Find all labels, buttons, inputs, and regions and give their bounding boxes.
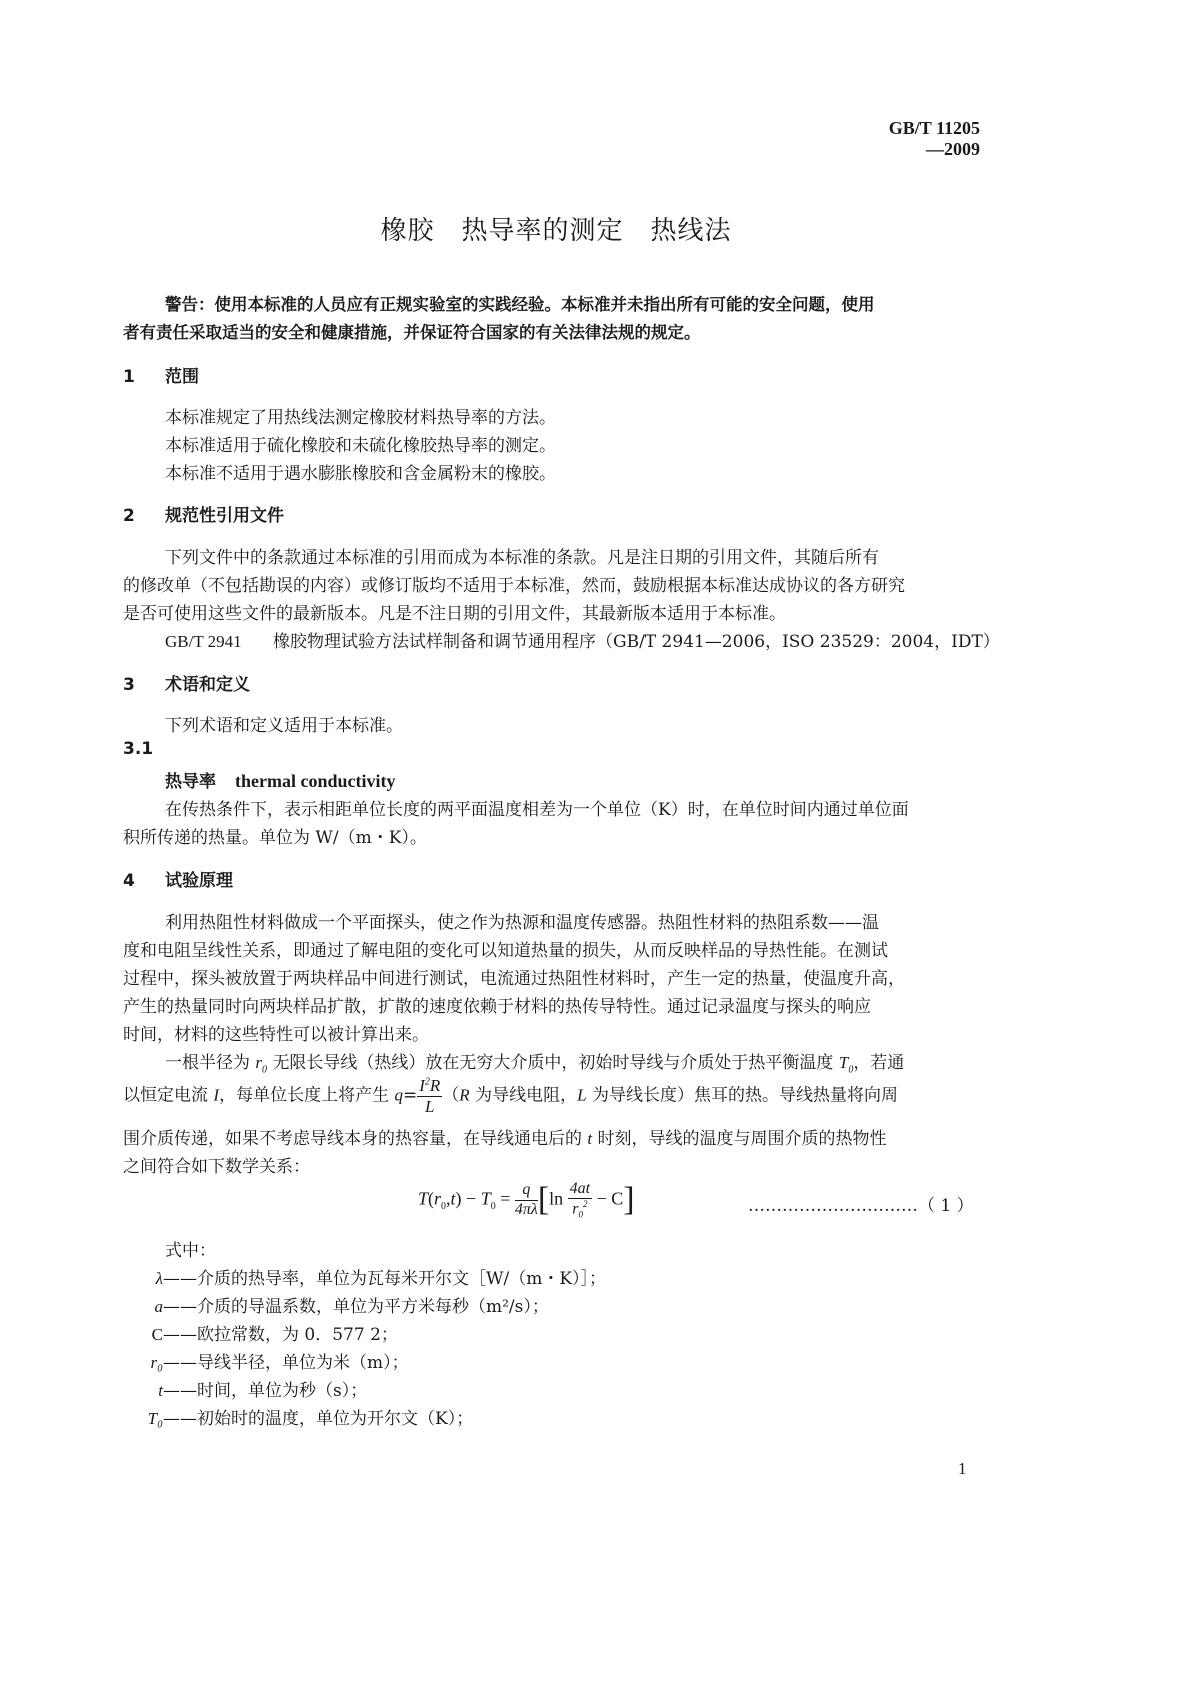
paragraph-line: 的修改单（不包括勘误的内容）或修订版均不适用于本标准，然而，鼓励根据本标准达成协议的各方研究 bbox=[123, 576, 905, 596]
paragraph-line: 下列术语和定义适用于本标准。 bbox=[165, 716, 403, 736]
symbol-definition: a——介质的导温系数，单位为平方米每秒（m²/s）； bbox=[154, 1297, 549, 1317]
page-title: 橡胶 热导率的测定 热线法 bbox=[380, 216, 732, 246]
paragraph-line: 一根半径为 $r_0$ 无限长导线（热线）放在无穷大介质中，初始时导线与介质处于热平衡温度 $T_0$，若通 bbox=[165, 1053, 905, 1076]
section-title: 范围 bbox=[165, 367, 199, 387]
warning-line-2: 者有责任采取适当的安全和健康措施，并保证符合国家的有关法律法规的规定。 bbox=[123, 323, 701, 342]
symbol-definition: r₀——导线半径，单位为米（m）； bbox=[150, 1353, 409, 1373]
paragraph-line: 度和电阻呈线性关系，即通过了解电阻的变化可以知道热量的损失，从而反映样品的导热性能。在测试 bbox=[123, 941, 888, 961]
reference-title: 橡胶物理试验方法试样制备和调节通用程序（GB/T 2941—2006，ISO 23529：2004，IDT） bbox=[273, 632, 1000, 652]
section-1-heading bbox=[123, 362, 199, 387]
paragraph-line: 围介质传递，如果不考虑导线本身的热容量，在导线通电后的 t 时刻，导线的温度与周围介质的热物性 bbox=[123, 1129, 887, 1149]
reference-code: GB/T 2941 bbox=[165, 632, 242, 651]
section-4-heading bbox=[123, 866, 233, 891]
symbol-definition: t——时间，单位为秒（s）； bbox=[158, 1381, 368, 1401]
section-number: 3 bbox=[123, 675, 135, 695]
equation-number: …………………………（ 1 ） bbox=[748, 1196, 974, 1216]
symbol-definition: C——欧拉常数，为 0．577 2； bbox=[151, 1325, 398, 1345]
paragraph-line: 本标准规定了用热线法测定橡胶材料热导率的方法。 bbox=[165, 408, 556, 428]
section-title: 术语和定义 bbox=[165, 675, 250, 695]
heat-fraction: $\frac{I^2R}{L}$ bbox=[419, 1076, 441, 1116]
where-label: 式中： bbox=[165, 1241, 216, 1261]
paragraph-line: 利用热阻性材料做成一个平面探头，使之作为热源和温度传感器。热阻性材料的热阻系数——温 bbox=[165, 913, 879, 933]
paragraph-line: 时间，材料的这些特性可以被计算出来。 bbox=[123, 1025, 429, 1045]
paragraph-line: 本标准不适用于遇水膨胀橡胶和含金属粉末的橡胶。 bbox=[165, 464, 556, 484]
page-number: 1 bbox=[958, 1459, 967, 1478]
section-2-heading bbox=[123, 501, 284, 526]
symbol-T0: $T_0$ bbox=[838, 1053, 854, 1076]
term-chinese: 热导率 bbox=[165, 772, 216, 792]
subclause-number: 3.1 bbox=[123, 739, 154, 759]
paragraph-line: 之间符合如下数学关系： bbox=[123, 1157, 310, 1177]
warning-line-1: 警告：使用本标准的人员应有正规实验室的实践经验。本标准并未指出所有可能的安全问题，使用 bbox=[165, 295, 875, 314]
section-number: 2 bbox=[123, 506, 135, 526]
symbol-definition: λ——介质的热导率，单位为瓦每米开尔文［W/（m・K）］； bbox=[155, 1269, 607, 1289]
paragraph-line: 本标准适用于硫化橡胶和未硫化橡胶热导率的测定。 bbox=[165, 436, 556, 456]
term-english: thermal conductivity bbox=[235, 771, 396, 791]
symbol-definition: T₀——初始时的温度，单位为开尔文（K）； bbox=[147, 1409, 474, 1429]
section-number: 4 bbox=[123, 871, 135, 891]
normative-reference bbox=[165, 627, 1000, 652]
section-3-heading bbox=[123, 670, 250, 695]
paragraph-line: 下列文件中的条款通过本标准的引用而成为本标准的条款。凡是注日期的引用文件，其随后所有 bbox=[165, 548, 879, 568]
section-title: 规范性引用文件 bbox=[165, 506, 284, 526]
standard-code: GB/T 11205—2009 bbox=[888, 118, 980, 159]
definition-line: 积所传递的热量。单位为 W/（m・K）。 bbox=[123, 828, 427, 848]
term-entry bbox=[165, 767, 395, 792]
section-number: 1 bbox=[123, 367, 135, 387]
equation-1: $T(r_0,t) - T_0$ = $\frac{q}{4\pi\lambda}$ [ln $\frac{4at}{r_0^2}$ − C] bbox=[418, 1180, 635, 1220]
paragraph-line-with-formula: 以恒定电流 I，每单位长度上将产生 q= $\frac{I^2R}{L}$ （R 为导线电阻，L 为导线长度）焦耳的热。导线热量将向周 bbox=[123, 1076, 898, 1116]
paragraph-line: 是否可使用这些文件的最新版本。凡是不注日期的引用文件，其最新版本适用于本标准。 bbox=[123, 604, 786, 624]
paragraph-line: 产生的热量同时向两块样品扩散，扩散的速度依赖于材料的热传导特性。通过记录温度与探头的响应 bbox=[123, 997, 871, 1017]
section-title: 试验原理 bbox=[165, 871, 233, 891]
symbol-r0: $r_0$ bbox=[255, 1053, 268, 1076]
definition-line: 在传热条件下，表示相距单位长度的两平面温度相差为一个单位（K）时，在单位时间内通过单位面 bbox=[165, 800, 909, 820]
paragraph-line: 过程中，探头被放置于两块样品中间进行测试，电流通过热阻性材料时，产生一定的热量，使温度升高， bbox=[123, 969, 905, 989]
